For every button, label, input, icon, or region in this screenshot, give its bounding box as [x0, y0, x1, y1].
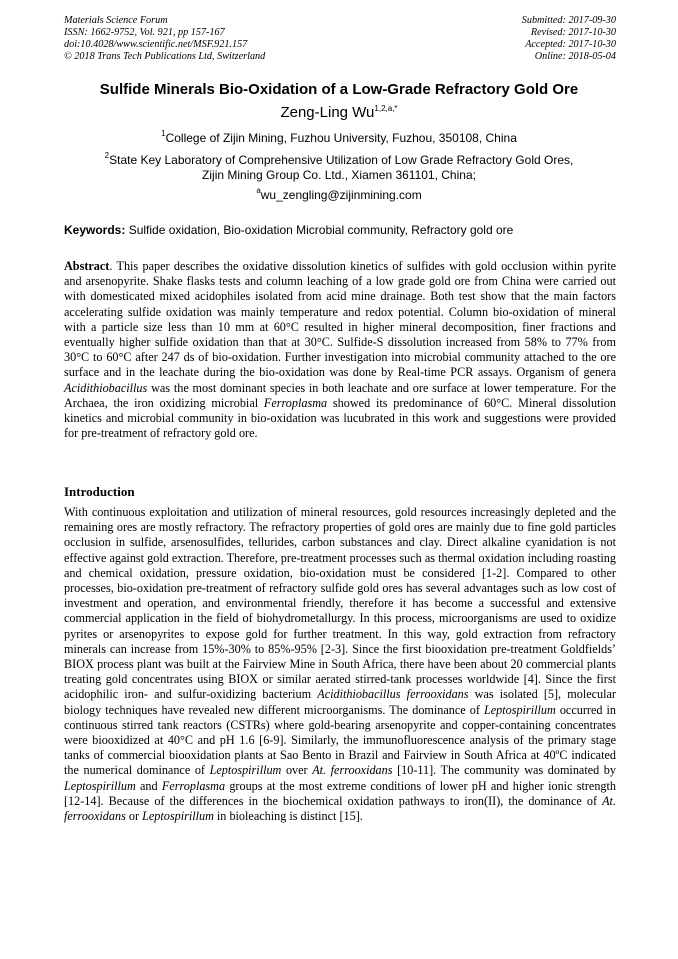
intro-italic-8: Leptospirillum: [142, 809, 214, 824]
affiliation-2-line2: Zijin Mining Group Co. Ltd., Xiamen 361101, China;: [202, 168, 476, 182]
affiliation-2-mark: 2: [104, 151, 110, 160]
abstract-text-1: . This paper describes the oxidative dissolution kinetics of sulfides with gold occlusion within pyrite and arsenopyrite. Shake flasks tests and column leaching of a low grade gold ore from China were carried out with domesticated mixed acidophiles isolated from acid mine drainage. Both test show that the main factors accelerating sulfide oxidation was mainly temperature and redox potential. Column bio-oxidation of mineral with a particle size less than 10 mm at 60°C resulted in higher mineral decomposition, finer fractions and eventually higher sulfide oxidation than that at 30°C. Sulfide-S dissolution increased from 58% to 77% from 30°C to 60°C after 247 ds of bio-oxidation. Further investigation into microbial community attached to the ore surface and in the leachate during the bio-oxidation was done by Real-time PCR assays. Organism of genera: [64, 259, 616, 380]
intro-text-1: With continuous exploitation and utilization of mineral resources, gold resources increasingly depleted and the remaining ores are mostly refractory. The refractory properties of gold ores are mainly due to fine gold particles occlusion in sulfide, arsenosulfides, tellurides, carbon substances and clay. Direct alkaline cyanidation is not effective against gold extraction. Therefore, pre-treatment processes such as thermal oxidation including roasting and chemical oxidation, pressure oxidation, bio-oxidation must be considered [1-2]. Compared to other processes, bio-oxidation pre-treatment of refractory sulfide gold ores has several advantages such as low cost of investment and operation, and environmental friendly, therefore it has become a successful and extensive commercial application in the field of biohydrometallurgy. In this process, microorganisms are used to oxidize pyrites or arsenopyrites to expose gold for further treatment. In this way, gold extraction from refractory minerals can increase from 15%-30% to 85%-95% [2-3]. Since the first biooxidation pre-treatment Goldfields’ BIOX process plant was built at the Fairview Mine in South Africa, there have been about 20 commercial plants treating gold concentrates using BIOX or similar aerated stirred-tank processes worldwide [4]. Since the first acidophilic iron- and sulfur-oxidizing bacterium: [64, 505, 616, 702]
doi-line: doi:10.4028/www.scientific.net/MSF.921.157: [64, 39, 248, 50]
author-email: [40, 188, 638, 203]
intro-italic-5: Leptospirillum: [64, 778, 136, 793]
intro-text-4: over: [281, 763, 313, 778]
intro-text-2: was isolated [5], molecular biology techniques have revealed new different microorganisms. The dominance of: [64, 687, 616, 717]
intro-italic-4: At. ferrooxidans: [312, 763, 393, 778]
intro-text-5: [10-11]. The community was dominated by: [392, 763, 616, 778]
abstract: [64, 259, 616, 441]
affiliation-2-line1: State Key Laboratory of Comprehensive Utilization of Low Grade Refractory Gold Ores,: [109, 153, 574, 167]
intro-italic-1: Acidithiobacillus ferrooxidans: [317, 687, 469, 702]
header-left: [64, 15, 265, 63]
online-date: Online: 2018-05-04: [534, 51, 616, 62]
abstract-genus-1: Acidithiobacillus: [64, 380, 148, 395]
intro-italic-7: At. ferrooxidans: [64, 793, 616, 824]
keywords-text: Sulfide oxidation, Bio-oxidation Microbial community, Refractory gold ore: [125, 223, 514, 237]
copyright-line: © 2018 Trans Tech Publications Ltd, Switzerland: [64, 51, 266, 62]
intro-italic-2: Leptospirillum: [483, 702, 556, 717]
affiliation-1-text: College of Zijin Mining, Fuzhou University, Fuzhou, 350108, China: [165, 131, 517, 145]
header-right: [522, 15, 616, 63]
email-mark: a: [256, 186, 261, 195]
intro-text-8: or: [125, 809, 143, 824]
intro-italic-6: Ferroplasma: [161, 778, 226, 793]
revised-date: Revised: 2017-10-30: [530, 27, 616, 38]
affiliation-1-mark: 1: [161, 129, 166, 138]
intro-text-6: and: [135, 778, 162, 793]
abstract-genus-2: Ferroplasma: [263, 395, 328, 410]
author-line: [40, 104, 638, 122]
introduction-paragraph: [64, 505, 616, 824]
submitted-date: Submitted: 2017-09-30: [521, 15, 616, 26]
intro-text-7: groups at the most extreme conditions of lower pH and higher ionic strength [12-14]. Because of the differences in the biochemical oxidation pathways to iron(II), the dominance of: [64, 778, 616, 808]
intro-text-3: occurred in continuous stirred tank reactors (CSTRs) where gold-bearing arsenopyrite and copper-containing concentrates were biooxidized at 40°C and pH 1.6 [6-9]. Similarly, the immunofluorescence analysis of the primary stage tanks of commercial biooxidation plants at Sao Bento in Brazil and Fairview in South Africa at 40ºC indicated the numerical dominance of: [64, 702, 616, 778]
author-name: Zeng-Ling Wu: [280, 104, 375, 121]
intro-text-9: in bioleaching is distinct [15].: [213, 809, 363, 824]
abstract-label: Abstract: [64, 259, 110, 273]
author-marks: 1,2,a,*: [374, 104, 398, 113]
introduction-heading: Introduction: [64, 484, 135, 499]
issn-line: ISSN: 1662-9752, Vol. 921, pp 157-167: [64, 27, 225, 38]
email-address: wu_zengling@zijinmining.com: [260, 188, 422, 202]
intro-italic-3: Leptospirillum: [209, 763, 282, 778]
abstract-text-2: was the most dominant species in both leachate and ore surface at lower temperature. For the Archaea, the iron oxidizing microbial: [64, 380, 616, 410]
affiliation-1: [40, 131, 638, 146]
keywords-label: Keywords:: [64, 223, 126, 237]
journal-name: Materials Science Forum: [64, 15, 168, 26]
affiliation-2: [40, 153, 638, 183]
accepted-date: Accepted: 2017-10-30: [525, 39, 616, 50]
abstract-text-3: showed its predominance of 60°C. Mineral dissolution kinetics and microbial community in bio-oxidation was lucubrated in this work and suggestions were provided for pre-treatment of refractory gold ore.: [64, 395, 616, 441]
keywords: [64, 223, 616, 238]
paper-title: Sulfide Minerals Bio-Oxidation of a Low-Grade Refractory Gold Ore: [99, 81, 579, 98]
